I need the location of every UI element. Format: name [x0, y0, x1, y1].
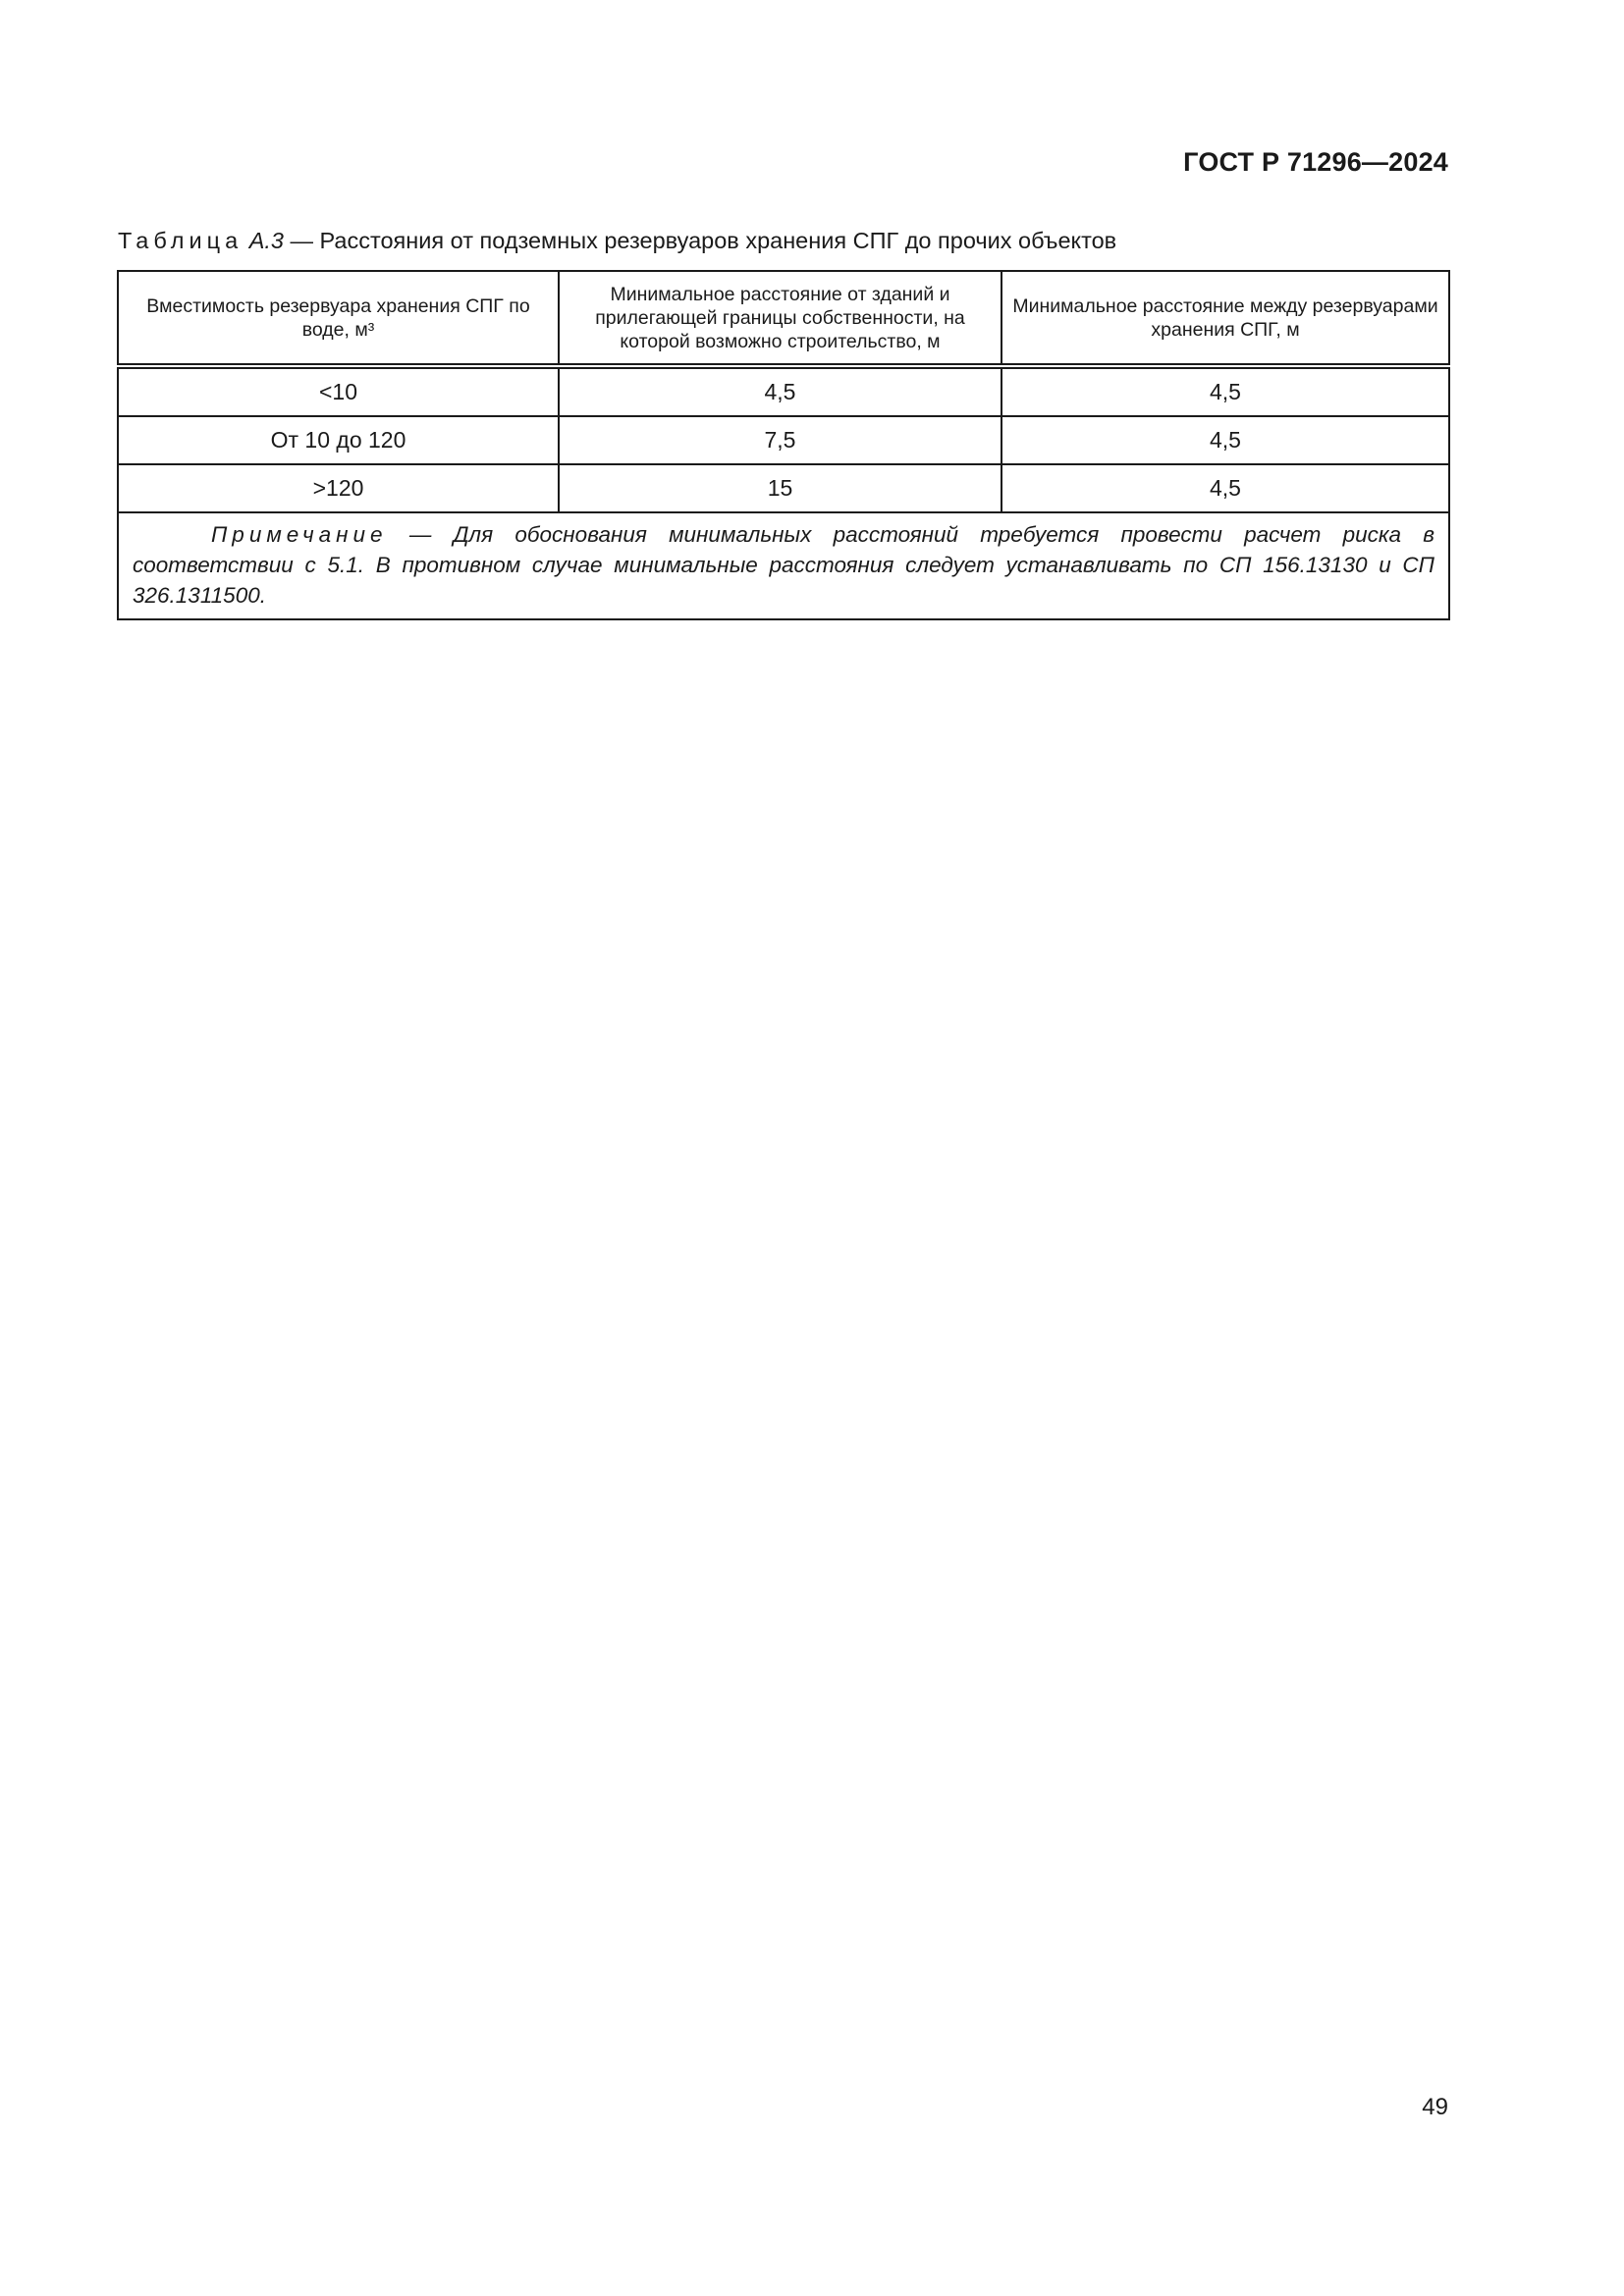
table-cell: >120 — [118, 464, 559, 512]
table-cell: 4,5 — [1001, 464, 1449, 512]
table-note — [118, 512, 1449, 619]
distance-table — [117, 270, 1450, 620]
table-caption — [118, 228, 1116, 254]
table-caption-word: Таблица — [118, 228, 244, 253]
table-header-row — [118, 271, 1449, 366]
column-header-distance-tanks: Минимальное расстояние между резервуарами хранения СПГ, м — [1001, 271, 1449, 366]
table-row — [118, 366, 1449, 416]
table-cell: От 10 до 120 — [118, 416, 559, 464]
table-row — [118, 416, 1449, 464]
table-cell: 7,5 — [559, 416, 1001, 464]
table-caption-number: А.3 — [248, 228, 284, 253]
table-caption-text: — Расстояния от подземных резервуаров хранения СПГ до прочих объектов — [283, 228, 1117, 253]
note-lead: Примечание — [211, 522, 388, 547]
column-header-distance-buildings: Минимальное расстояние от зданий и прилегающей границы собственности, на которой возможно строительство, м — [559, 271, 1001, 366]
table-cell: 4,5 — [1001, 416, 1449, 464]
table-cell: 15 — [559, 464, 1001, 512]
distance-table-container — [117, 270, 1448, 620]
page-number: 49 — [1422, 2094, 1448, 2120]
table-cell: 4,5 — [1001, 366, 1449, 416]
table-note-row — [118, 512, 1449, 619]
table-cell: <10 — [118, 366, 559, 416]
document-header: ГОСТ Р 71296—2024 — [1183, 147, 1448, 177]
table-cell: 4,5 — [559, 366, 1001, 416]
note-text: — Для обоснования минимальных расстояний требуется провести расчет риска в соответствии с 5.1. В противном случае минимальные расстояния следует устанавливать по СП 156.13130 и СП 326.1311500. — [133, 522, 1435, 608]
table-row — [118, 464, 1449, 512]
column-header-capacity: Вместимость резервуара хранения СПГ по воде, м³ — [118, 271, 559, 366]
